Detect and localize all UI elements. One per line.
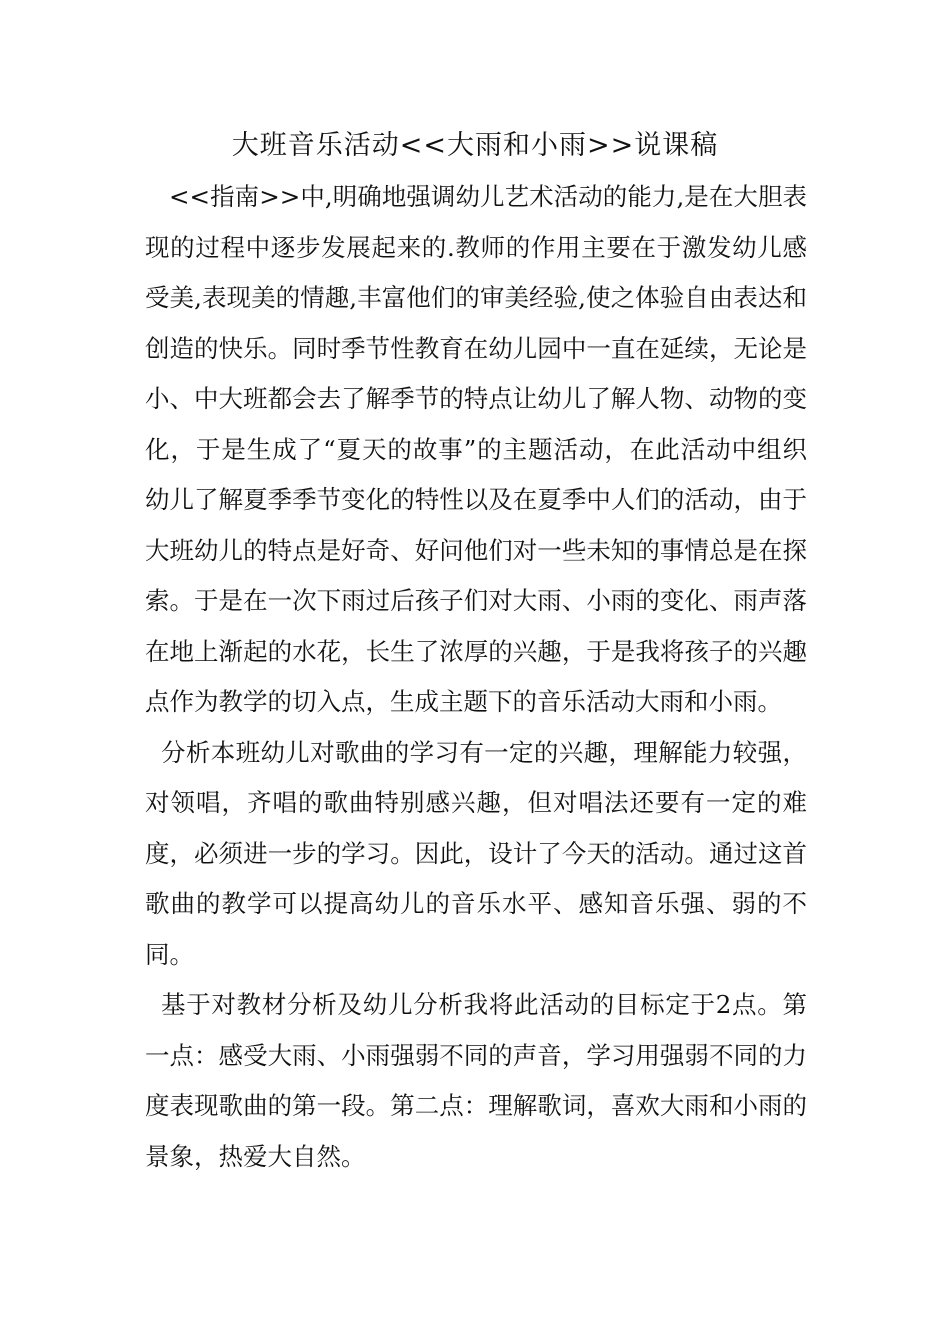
paragraph-analysis: 分析本班幼儿对歌曲的学习有一定的兴趣，理解能力较强，对领唱，齐唱的歌曲特别感兴趣，但对唱法还要有一定的难度，必须进一步的学习。因此，设计了今天的活动。通过这首歌曲的教学可以提高幼儿的音乐水平、感知音乐强、弱的不同。 [145,737,807,969]
document-title: 大班音乐活动<<大雨和小雨>>说课稿 [231,130,719,161]
paragraph-intro: <<指南>>中,明确地强调幼儿艺术活动的能力,是在大胆表现的过程中逐步发展起来的.教师的作用主要在于激发幼儿感受美,表现美的情趣,丰富他们的审美经验,使之体验自由表达和创造的快乐。同时季节性教育在幼儿园中一直在延续，无论是小、中大班都会去了解季节的特点让幼儿了解人物、动物的变化，于是生成了“夏天的故事”的主题活动，在此活动中组织幼儿了解夏季季节变化的特性以及在夏季中人们的活动，由于大班幼儿的特点是好奇、好问他们对一些未知的事情总是在探索。于是在一次下雨过后孩子们对大雨、小雨的变化、雨声落在地上渐起的水花，长生了浓厚的兴趣，于是我将孩子的兴趣点作为教学的切入点，生成主题下的音乐活动大雨和小雨。 [145,182,807,716]
document-body [145,172,807,1182]
paragraph-goals: 基于对教材分析及幼儿分析我将此活动的目标定于2点。第一点：感受大雨、小雨强弱不同的声音，学习用强弱不同的力度表现歌曲的第一段。第二点：理解歌词，喜欢大雨和小雨的景象，热爱大自然。 [145,990,807,1171]
